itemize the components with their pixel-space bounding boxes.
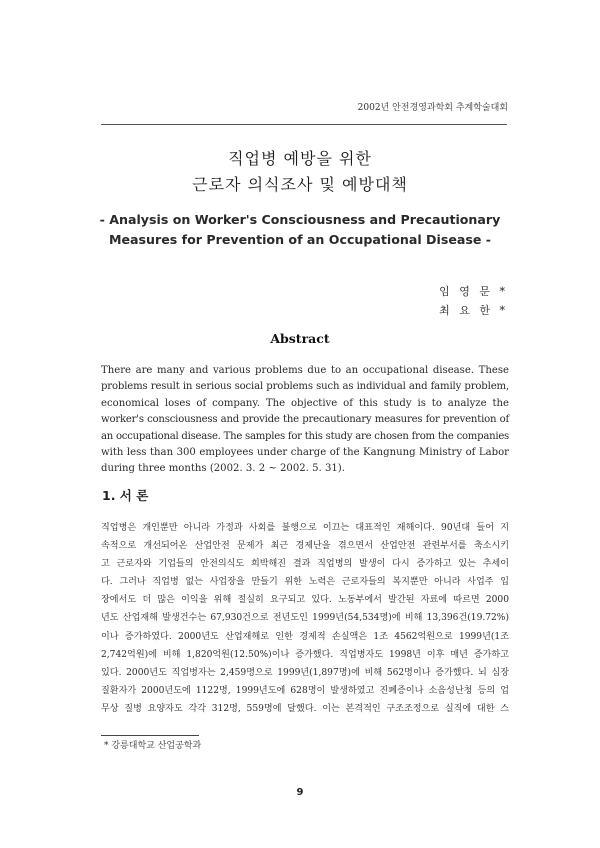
page-number: 9: [296, 787, 304, 798]
body-line: 장에서도 더 많은 이익을 위해 절실히 요구되고 있다. 노동부에서 발간된 자료에 따르면 2000: [101, 595, 509, 606]
body-line: 년도 산업재해 발생건수는 67,930건으로 전년도인 1999년(54,534명)에 비해 13,396건(19.72%): [101, 613, 509, 624]
body-line: 이나 증가하였다. 2000년도 산업재해로 인한 경제적 손실액은 1조 4562억원으로 1999년(1조: [101, 631, 509, 642]
title-korean-line-1: 직업병 예방을 위한: [228, 149, 372, 168]
title-korean: [0, 146, 600, 198]
body-line: 무상 질병 요양자도 각각 312명, 559명에 달했다. 이는 본격적인 구조조정으로 실직에 대한 스: [101, 703, 509, 714]
abstract-line: worker's consciousness and provide the precautionary measures for prevention of: [101, 414, 509, 426]
footnote: * 강릉대학교 산업공학과: [104, 741, 202, 751]
abstract-line: with less than 300 employees under charge of the Kangnung Ministry of Labor: [101, 447, 509, 459]
title-korean-line-2: 근로자 의식조사 및 예방대책: [192, 175, 408, 194]
title-english-line-1: - Analysis on Worker's Consciousness and Precautionary: [99, 212, 501, 227]
title-english: [0, 210, 600, 250]
abstract-body: [101, 363, 509, 478]
abstract-heading: Abstract: [270, 331, 330, 346]
body-line: 고 근로자와 기업들의 안전의식도 희박해진 결과 직업병의 발생이 다시 증가하고 있는 추세이: [101, 559, 509, 570]
footnote-rule: [101, 735, 199, 736]
abstract-line: economical loses of company. The objective of this study is to analyze the: [101, 397, 509, 409]
author-list: [439, 282, 508, 320]
title-english-line-2: Measures for Prevention of an Occupational Disease -: [108, 232, 492, 247]
body-line: 2,742억원)에 비해 1,820억원(12.50%)이나 증가했다. 직업병자도 1998년 이후 매년 증가하고: [101, 649, 509, 660]
abstract-line: during three months (2002. 3. 2 ~ 2002. 5. 31).: [101, 463, 345, 475]
body-line: 다. 그러나 직업병 없는 사업장을 만들기 위한 노력은 근로자들의 복지뿐만 아니라 사업주 입: [101, 577, 509, 588]
abstract-line: problems result in serious social problems such as individual and family problem,: [101, 381, 509, 393]
body-line: 직업병은 개인뿐만 아니라 가정과 사회를 불행으로 이끄는 대표적인 재해이다. 90년대 들어 지: [101, 523, 509, 533]
body-text: [101, 519, 509, 718]
author-name: 임 영 문 *: [439, 285, 508, 298]
body-line: 속적으로 개선되어온 산업안전 문제가 최근 경제난을 겪으면서 산업안전 관련부서를 축소시키: [101, 541, 509, 552]
running-header: 2002년 안전경영과학회 추계학술대회: [357, 103, 508, 113]
header-rule: [101, 124, 507, 125]
body-line: 질환자가 2000년도에 1122명, 1999년도에 628명이 발생하였고 진폐증이나 소음성난청 등의 업: [101, 685, 509, 696]
body-line: 있다. 2000년도 직업병자는 2,459명으로 1999년(1,897명)에 비해 562명이나 증가했다. 뇌 심장: [101, 667, 509, 678]
author-name: 최 요 한 *: [439, 304, 508, 317]
abstract-line: an occupational disease. The samples for this study are chosen from the companies: [101, 430, 509, 442]
section-heading: 1. 서 론: [102, 488, 149, 503]
abstract-line: There are many and various problems due to an occupational disease. These: [101, 365, 509, 376]
